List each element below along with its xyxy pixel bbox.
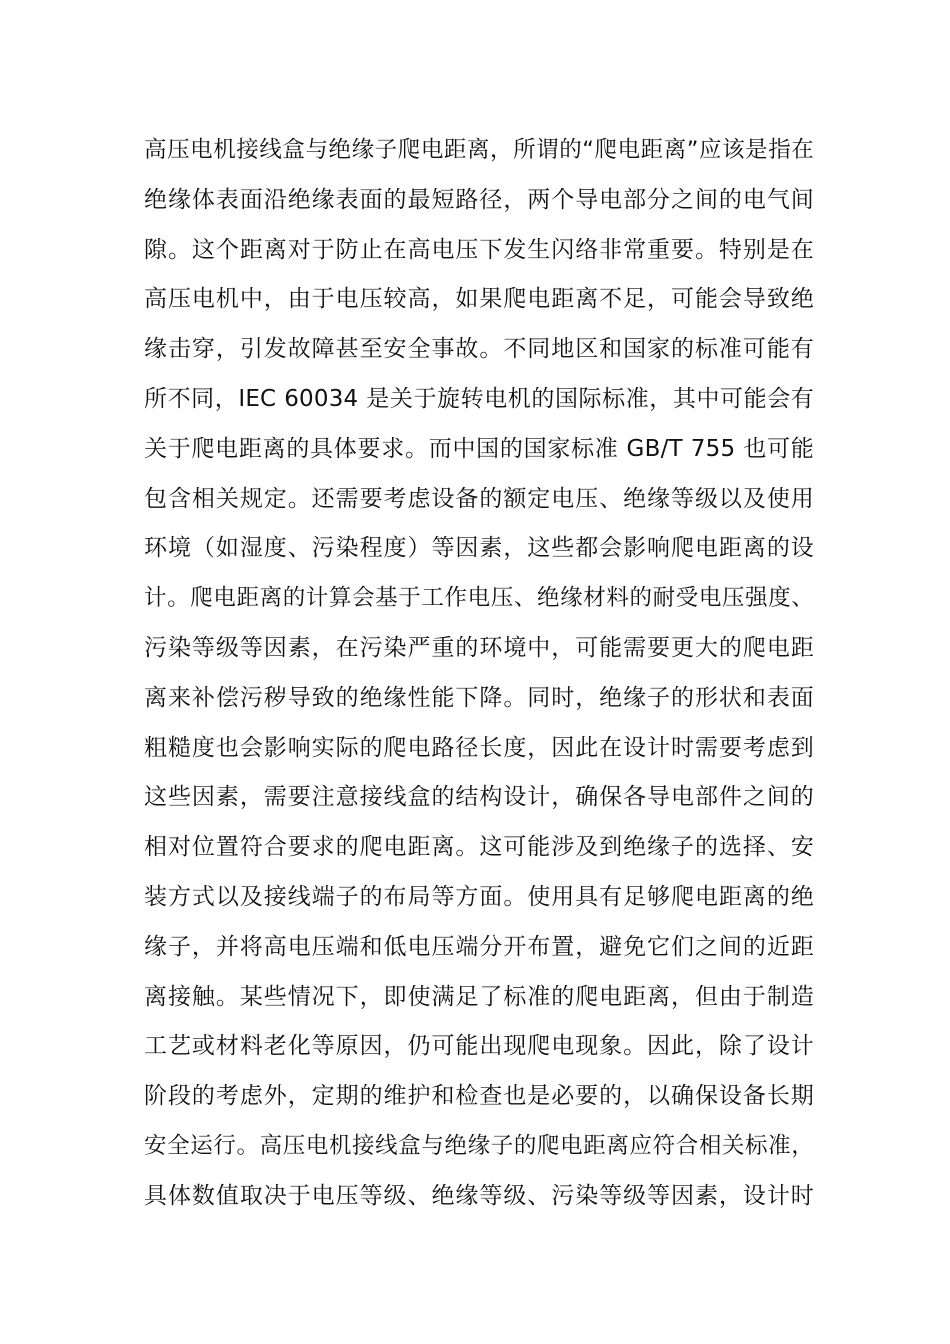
text-line: 粗糙度也会影响实际的爬电路径长度，因此在设计时需要考虑到 xyxy=(144,734,814,761)
text-line: 这些因素，需要注意接线盒的结构设计，确保各导电部件之间的 xyxy=(144,784,814,811)
text-line: 所不同，IEC 60034 是关于旋转电机的国际标准，其中可能会有 xyxy=(144,385,814,412)
text-line: 绝缘体表面沿绝缘表面的最短路径，两个导电部分之间的电气间 xyxy=(144,186,814,213)
text-line: 具体数值取决于电压等级、绝缘等级、污染等级等因素，设计时 xyxy=(144,1182,814,1209)
text-line: 阶段的考虑外，定期的维护和检查也是必要的，以确保设备长期 xyxy=(144,1083,814,1110)
text-line: 缘击穿，引发故障甚至安全事故。不同地区和国家的标准可能有 xyxy=(144,336,814,363)
text-line: 离接触。某些情况下，即使满足了标准的爬电距离，但由于制造 xyxy=(144,983,814,1010)
text-line: 隙。这个距离对于防止在高电压下发生闪络非常重要。特别是在 xyxy=(144,236,814,263)
text-line: 工艺或材料老化等原因，仍可能出现爬电现象。因此，除了设计 xyxy=(144,1033,814,1060)
text-line: 安全运行。高压电机接线盒与绝缘子的爬电距离应符合相关标准， xyxy=(144,1132,814,1159)
text-line: 缘子，并将高电压端和低电压端分开布置，避免它们之间的近距 xyxy=(144,933,814,960)
text-line: 高压电机中，由于电压较高，如果爬电距离不足，可能会导致绝 xyxy=(144,286,814,313)
text-line: 包含相关规定。还需要考虑设备的额定电压、绝缘等级以及使用 xyxy=(144,485,814,512)
text-line: 计。爬电距离的计算会基于工作电压、绝缘材料的耐受电压强度、 xyxy=(144,585,814,612)
text-line: 装方式以及接线端子的布局等方面。使用具有足够爬电距离的绝 xyxy=(144,883,814,910)
text-line: 相对位置符合要求的爬电距离。这可能涉及到绝缘子的选择、安 xyxy=(144,834,814,861)
text-line: 离来补偿污秽导致的绝缘性能下降。同时，绝缘子的形状和表面 xyxy=(144,684,814,711)
text-line: 污染等级等因素，在污染严重的环境中，可能需要更大的爬电距 xyxy=(144,634,814,661)
text-line: 高压电机接线盒与绝缘子爬电距离，所谓的“爬电距离”应该是指在 xyxy=(144,137,814,163)
body-text xyxy=(144,126,814,1222)
text-line: 关于爬电距离的具体要求。而中国的国家标准 GB/T 755 也可能 xyxy=(144,435,814,462)
text-line: 环境（如湿度、污染程度）等因素，这些都会影响爬电距离的设 xyxy=(144,535,814,562)
